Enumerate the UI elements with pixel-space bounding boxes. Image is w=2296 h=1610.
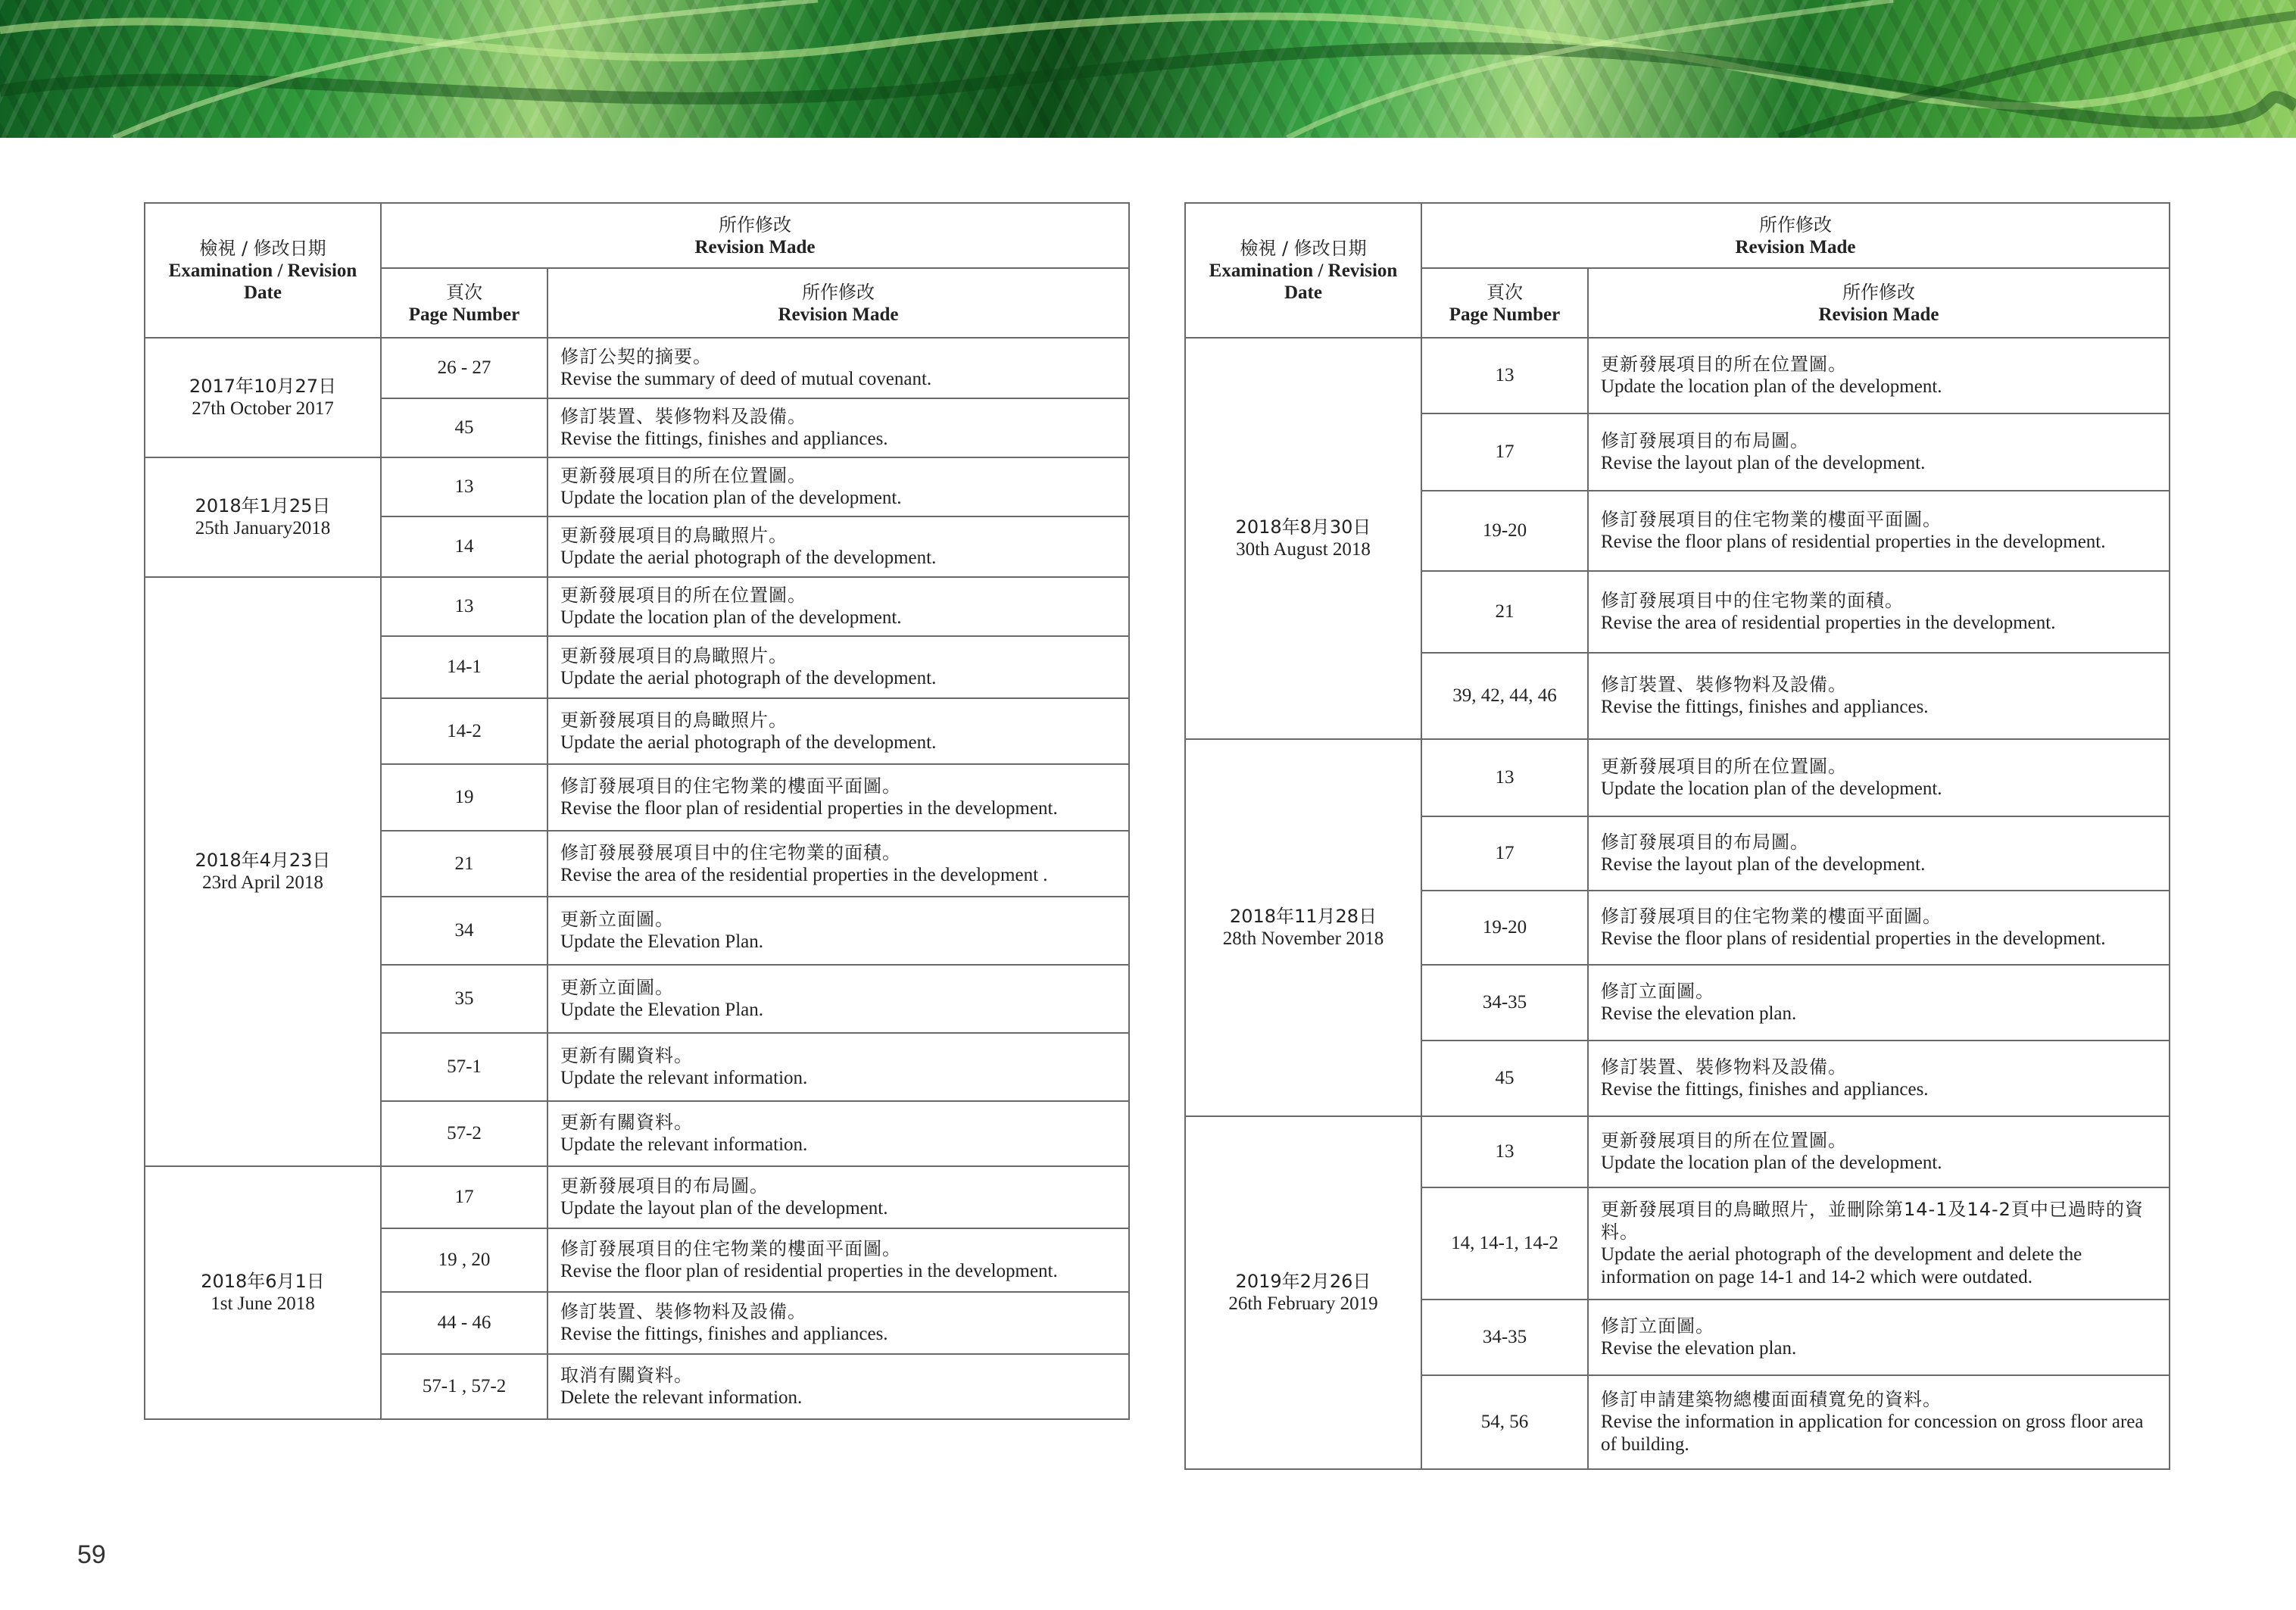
page-number-cell: 54, 56 (1421, 1375, 1588, 1469)
revision-description-cell (1588, 413, 2170, 491)
revision-description-cell (1588, 1300, 2170, 1375)
revision-description-cell (547, 577, 1129, 636)
date-header-en: Examination / Revision Date (1209, 261, 1398, 303)
revision-description-en: Update the location plan of the development. (1601, 376, 1942, 397)
page-number-cell: 13 (1421, 739, 1588, 816)
revision-description-zh: 修訂立面圖。 (1601, 1315, 1714, 1337)
revision-description-cell (1588, 891, 2170, 965)
revision-description-zh: 更新發展項目的鳥瞰照片。 (560, 525, 788, 546)
revision-description-en: Revise the fittings, finishes and appliances. (1601, 1079, 1929, 1100)
revision-description-cell (547, 636, 1129, 698)
date-header-zh: 檢視 / 修改日期 (199, 238, 326, 259)
revision-description-zh: 更新發展項目的所在位置圖。 (1601, 354, 1847, 375)
revision-description-en: Update the location plan of the development. (1601, 1153, 1942, 1173)
revision-description-zh: 更新發展項目的鳥瞰照片，並刪除第14-1及14-2頁中已過時的資料。 (1601, 1199, 2144, 1243)
page-number-cell: 34 (381, 897, 547, 965)
page-number-cell: 14-2 (381, 698, 547, 764)
revision-description-cell (547, 1101, 1129, 1166)
leaf-pattern (0, 0, 2296, 138)
revision-description-en: Revise the floor plan of residential properties in the development. (560, 1261, 1058, 1281)
revision-description-en: Revise the summary of deed of mutual covenant. (560, 369, 932, 389)
revision-header-zh: 所作修改 (719, 214, 791, 236)
revision-date-en: 27th October 2017 (192, 398, 334, 419)
revision-description-en: Update the location plan of the development. (560, 607, 902, 628)
page-header-zh: 頁次 (446, 281, 482, 303)
revision-description-cell (1588, 338, 2170, 413)
revision-description-en: Revise the area of residential properties in the development. (1601, 613, 2056, 633)
revision-description-en: Revise the elevation plan. (1601, 1338, 1797, 1359)
page-number-cell: 44 - 46 (381, 1292, 547, 1354)
table-row (145, 577, 1129, 636)
page-number-cell: 34-35 (1421, 965, 1588, 1041)
date-header (145, 203, 381, 338)
page-number-cell: 17 (381, 1166, 547, 1228)
revision-description-zh: 修訂發展項目的住宅物業的樓面平面圖。 (1601, 509, 1942, 530)
revision-date-en: 23rd April 2018 (202, 872, 323, 893)
page-number-cell: 34-35 (1421, 1300, 1588, 1375)
revision-description-zh: 更新發展項目的所在位置圖。 (1601, 756, 1847, 777)
page-number-cell: 45 (381, 398, 547, 457)
date-header-zh: 檢視 / 修改日期 (1240, 238, 1367, 259)
revision-description-zh: 修訂公契的摘要。 (560, 346, 712, 367)
revision-description-en: Update the Elevation Plan. (560, 1000, 763, 1020)
page-number: 59 (77, 1540, 106, 1569)
page-number-cell: 19-20 (1421, 491, 1588, 571)
revision-description-cell (547, 965, 1129, 1033)
revision-description-zh: 更新發展項目的所在位置圖。 (560, 585, 806, 606)
revision-description-en: Update the aerial photograph of the development and delete the information on page 14-1 and 14-2 which were outdated. (1601, 1244, 2082, 1287)
revision-date-en: 30th August 2018 (1236, 539, 1371, 560)
page-header-zh: 頁次 (1486, 281, 1523, 303)
revision-sub-header-en: Revision Made (778, 304, 899, 325)
leaf-banner (0, 0, 2296, 138)
revision-description-en: Revise the fittings, finishes and appliances. (560, 429, 888, 449)
revision-description-en: Revise the layout plan of the development. (1601, 453, 1926, 473)
revision-description-zh: 修訂發展項目中的住宅物業的面積。 (1601, 590, 1904, 611)
revision-description-zh: 更新有關資料。 (560, 1112, 693, 1133)
revision-description-cell (547, 764, 1129, 831)
revision-header-en: Revision Made (694, 236, 816, 257)
revision-date-cell (145, 457, 381, 577)
revision-description-en: Update the location plan of the development. (1601, 778, 1942, 799)
revision-description-en: Revise the floor plans of residential properties in the development. (1601, 532, 2106, 552)
revision-description-en: Revise the fittings, finishes and appliances. (1601, 697, 1929, 717)
revision-description-zh: 更新發展項目的所在位置圖。 (1601, 1130, 1847, 1151)
revision-description-zh: 更新立面圖。 (560, 977, 674, 998)
revision-date-zh: 2018年4月23日 (195, 850, 331, 871)
revision-description-cell (1588, 491, 2170, 571)
revision-date-cell (145, 1166, 381, 1419)
revision-description-zh: 更新發展項目的鳥瞰照片。 (560, 645, 788, 666)
revision-description-en: Update the location plan of the development. (560, 488, 902, 508)
revision-description-en: Update the aerial photograph of the development. (560, 668, 937, 688)
page-number-cell: 17 (1421, 816, 1588, 891)
revision-description-cell (1588, 1187, 2170, 1300)
revision-date-zh: 2019年2月26日 (1235, 1271, 1371, 1292)
page-number-header (1421, 268, 1588, 338)
revision-description-en: Update the layout plan of the development. (560, 1198, 888, 1218)
revision-date-cell (145, 338, 381, 457)
revision-description-zh: 更新立面圖。 (560, 909, 674, 930)
page-number-cell: 45 (1421, 1041, 1588, 1116)
revision-sub-header-zh: 所作修改 (1842, 281, 1915, 303)
revision-description-en: Update the aerial photograph of the development. (560, 732, 937, 753)
revision-date-en: 1st June 2018 (211, 1293, 315, 1314)
revision-date-en: 25th January2018 (195, 518, 331, 538)
header-row (145, 203, 1129, 268)
revision-date-cell (1185, 1116, 1421, 1469)
revision-date-en: 28th November 2018 (1222, 928, 1384, 949)
revision-description-cell (547, 1292, 1129, 1354)
table-row (1185, 1116, 2170, 1187)
revision-description-en: Revise the elevation plan. (1601, 1003, 1797, 1024)
table-row (145, 1166, 1129, 1228)
revision-description-zh: 更新發展項目的所在位置圖。 (560, 465, 806, 486)
page-number-cell: 13 (381, 457, 547, 516)
revision-description-zh: 修訂立面圖。 (1601, 981, 1714, 1002)
revision-description-cell (1588, 571, 2170, 653)
page-number-cell: 13 (1421, 1116, 1588, 1187)
page-number-cell: 13 (1421, 338, 1588, 413)
date-header (1185, 203, 1421, 338)
revision-description-cell (547, 516, 1129, 577)
revision-description-en: Revise the floor plan of residential properties in the development. (560, 798, 1058, 819)
table-row (145, 457, 1129, 516)
revision-description-cell (547, 1228, 1129, 1292)
revision-description-zh: 修訂裝置、裝修物料及設備。 (560, 1301, 806, 1322)
revision-description-en: Update the relevant information. (560, 1068, 808, 1088)
header-row (1185, 203, 2170, 268)
revision-sub-header-en: Revision Made (1818, 304, 1939, 325)
page-number-cell: 19-20 (1421, 891, 1588, 965)
revision-description-zh: 修訂裝置、裝修物料及設備。 (1601, 674, 1847, 695)
revision-description-zh: 修訂裝置、裝修物料及設備。 (560, 406, 806, 427)
revision-group-header (1421, 203, 2170, 268)
revision-made-header (547, 268, 1129, 338)
page-number-header (381, 268, 547, 338)
revision-table-right (1184, 202, 2170, 1470)
revision-description-cell (1588, 816, 2170, 891)
page-number-cell: 14, 14-1, 14-2 (1421, 1187, 1588, 1300)
page-number-cell: 35 (381, 965, 547, 1033)
revision-description-zh: 更新發展項目的布局圖。 (560, 1175, 769, 1197)
revision-date-zh: 2018年11月28日 (1229, 906, 1377, 927)
page-number-cell: 57-2 (381, 1101, 547, 1166)
revision-description-zh: 更新發展項目的鳥瞰照片。 (560, 709, 788, 731)
revision-description-cell (1588, 1375, 2170, 1469)
revision-header-zh: 所作修改 (1759, 214, 1832, 236)
revision-description-cell (1588, 965, 2170, 1041)
revision-description-zh: 修訂發展項目的住宅物業的樓面平面圖。 (1601, 906, 1942, 927)
revision-group-header (381, 203, 1129, 268)
table-row (1185, 739, 2170, 816)
page-number-cell: 19 (381, 764, 547, 831)
page-header-en: Page Number (408, 304, 520, 325)
revision-description-en: Delete the relevant information. (560, 1387, 803, 1408)
revision-description-en: Update the Elevation Plan. (560, 931, 763, 952)
revision-description-cell (547, 831, 1129, 897)
table-row (1185, 338, 2170, 413)
revision-description-cell (547, 457, 1129, 516)
revision-date-zh: 2018年1月25日 (195, 495, 331, 516)
page-number-cell: 57-1 (381, 1033, 547, 1101)
revision-description-zh: 修訂申請建築物總樓面面積寬免的資料。 (1601, 1389, 1942, 1410)
page-number-cell: 14 (381, 516, 547, 577)
page-number-cell: 26 - 27 (381, 338, 547, 398)
revision-description-cell (1588, 1116, 2170, 1187)
revision-description-en: Update the relevant information. (560, 1134, 808, 1155)
page-number-cell: 17 (1421, 413, 1588, 491)
revision-description-zh: 修訂發展項目的布局圖。 (1601, 832, 1809, 853)
revision-date-cell (1185, 739, 1421, 1116)
revision-description-en: Revise the floor plans of residential properties in the development. (1601, 928, 2106, 949)
revision-description-zh: 修訂發展項目的住宅物業的樓面平面圖。 (560, 1238, 901, 1259)
revision-description-zh: 修訂發展項目的布局圖。 (1601, 430, 1809, 451)
revision-date-cell (1185, 338, 1421, 739)
page-number-cell: 21 (381, 831, 547, 897)
revision-description-cell (1588, 739, 2170, 816)
revision-description-cell (547, 1354, 1129, 1419)
date-header-en: Examination / Revision Date (168, 261, 357, 303)
page-number-cell: 14-1 (381, 636, 547, 698)
revision-date-cell (145, 577, 381, 1166)
page-number-cell: 21 (1421, 571, 1588, 653)
page-number-cell: 19 , 20 (381, 1228, 547, 1292)
revision-description-zh: 修訂裝置、裝修物料及設備。 (1601, 1056, 1847, 1078)
revision-made-header (1588, 268, 2170, 338)
revision-description-cell (547, 698, 1129, 764)
revision-description-cell (547, 1166, 1129, 1228)
revision-description-en: Revise the fittings, finishes and appliances. (560, 1324, 888, 1344)
revision-description-zh: 修訂發展項目的住宅物業的樓面平面圖。 (560, 775, 901, 797)
revision-date-en: 26th February 2019 (1228, 1293, 1378, 1314)
page-number-cell: 13 (381, 577, 547, 636)
revision-sub-header-zh: 所作修改 (802, 281, 875, 303)
revision-description-cell (547, 1033, 1129, 1101)
revision-description-cell (1588, 653, 2170, 739)
revision-date-zh: 2018年8月30日 (1235, 516, 1371, 538)
revision-table-left (144, 202, 1130, 1420)
revision-description-cell (547, 338, 1129, 398)
revision-description-en: Revise the area of the residential properties in the development . (560, 864, 1048, 885)
table-row (145, 338, 1129, 398)
revision-description-en: Revise the information in application for concession on gross floor area of building. (1601, 1412, 2144, 1455)
revision-description-zh: 修訂發展發展項目中的住宅物業的面積。 (560, 841, 901, 863)
revision-description-en: Revise the layout plan of the development. (1601, 854, 1926, 875)
page-number-cell: 57-1 , 57-2 (381, 1354, 547, 1419)
revision-description-cell (547, 398, 1129, 457)
revision-header-en: Revision Made (1735, 236, 1856, 257)
revision-date-zh: 2018年6月1日 (201, 1271, 325, 1292)
revision-description-zh: 取消有關資料。 (560, 1365, 693, 1386)
revision-description-cell (1588, 1041, 2170, 1116)
revision-date-zh: 2017年10月27日 (189, 376, 337, 397)
revision-description-en: Update the aerial photograph of the development. (560, 548, 937, 568)
page-header-en: Page Number (1449, 304, 1561, 325)
page-number-cell: 39, 42, 44, 46 (1421, 653, 1588, 739)
revision-description-zh: 更新有關資料。 (560, 1045, 693, 1066)
revision-description-cell (547, 897, 1129, 965)
